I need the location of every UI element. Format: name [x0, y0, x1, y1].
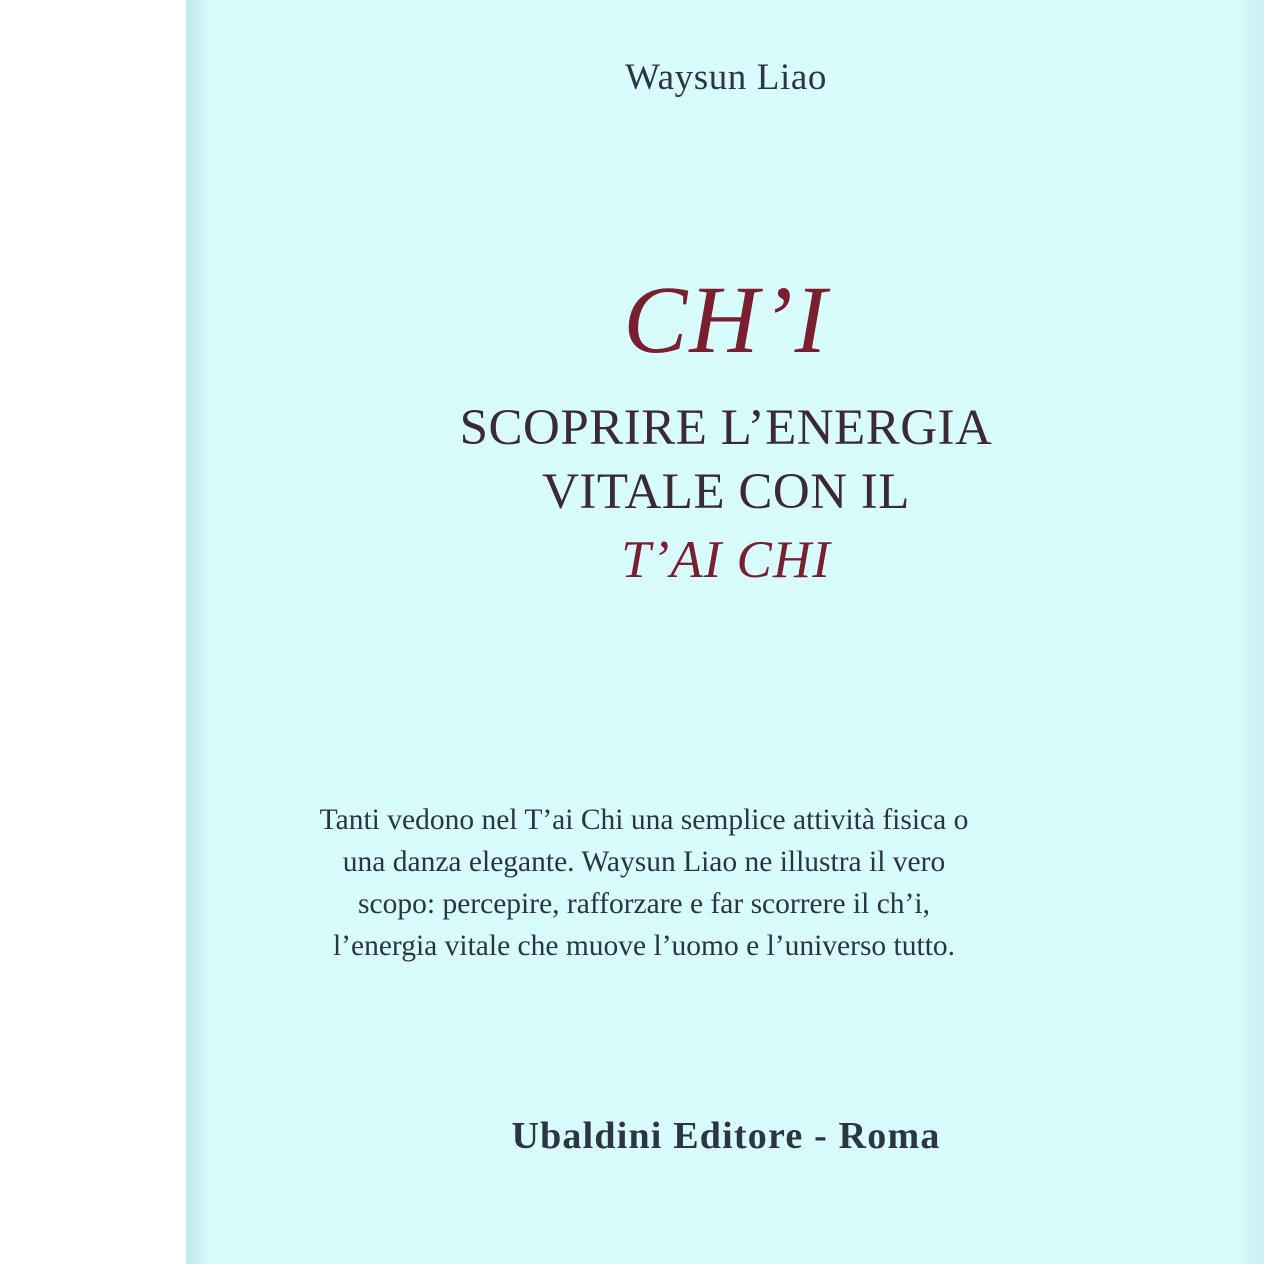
book-title: CH’I [623, 266, 829, 373]
subtitle-line-1: SCOPRIRE L’ENERGIA [459, 400, 993, 456]
subtitle-line-3: T’AI CHI [621, 530, 831, 589]
title-block [186, 266, 1264, 592]
cover-edge-shading-right [1236, 0, 1264, 1264]
book-cover [186, 0, 1264, 1264]
publisher-imprint: Ubaldini Editore - Roma [511, 1115, 941, 1157]
subtitle-line-2: VITALE CON IL [542, 464, 910, 521]
back-cover-blurb: Tanti vedono nel T’ai Chi una semplice attività fisica o una danza elegante. Waysun Liao ne illustra il vero scopo: percepire, rafforzare e far scorrere il ch’i, l’energia vitale che muove l’uomo e l’universo tutto. [319, 804, 969, 962]
cover-edge-shading-left [186, 0, 212, 1264]
author-name: Waysun Liao [625, 57, 827, 98]
